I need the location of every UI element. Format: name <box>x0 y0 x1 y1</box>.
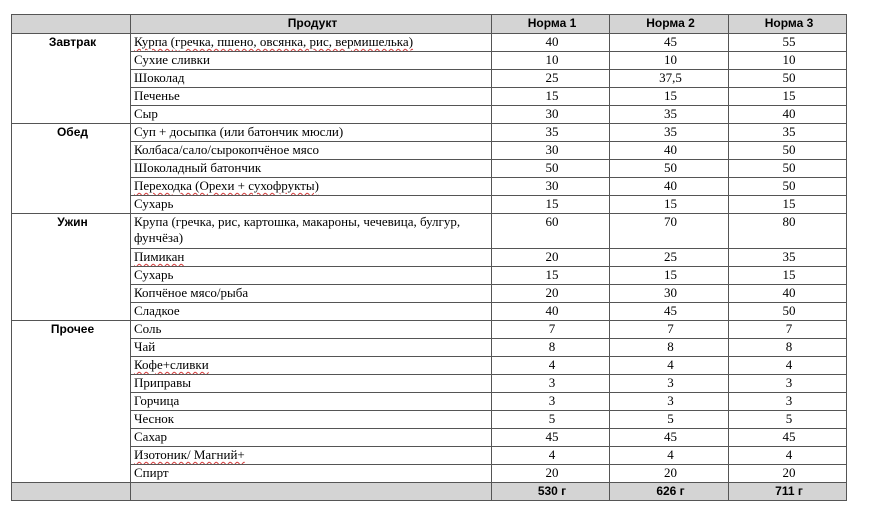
table-row <box>12 429 847 447</box>
norm-1-cell: 20 <box>492 249 610 267</box>
norm-3-cell: 5 <box>729 411 847 429</box>
product-cell: Суп + досыпка (или батончик мюсли) <box>131 124 492 142</box>
norm-1-cell: 30 <box>492 106 610 124</box>
product-cell: Соль <box>131 321 492 339</box>
totals-empty-product <box>131 483 492 501</box>
norm-2-cell: 15 <box>610 196 729 214</box>
product-cell: Приправы <box>131 375 492 393</box>
header-product: Продукт <box>131 15 492 34</box>
norm-3-cell: 15 <box>729 88 847 106</box>
norm-3-cell: 50 <box>729 303 847 321</box>
norm-2-cell: 20 <box>610 465 729 483</box>
product-cell: Шоколад <box>131 70 492 88</box>
norm-2-cell: 45 <box>610 429 729 447</box>
norm-2-cell: 30 <box>610 285 729 303</box>
header-meal <box>12 15 131 34</box>
norm-2-cell: 35 <box>610 124 729 142</box>
norm-2-cell: 15 <box>610 267 729 285</box>
product-cell: Крупа (гречка, рис, картошка, макароны, чечевица, булгур, фунчёза) <box>131 214 492 249</box>
norm-3-cell: 50 <box>729 178 847 196</box>
norm-1-cell: 3 <box>492 393 610 411</box>
total-norm-2: 626 г <box>610 483 729 501</box>
norm-1-cell: 8 <box>492 339 610 357</box>
product-cell: Сухарь <box>131 267 492 285</box>
table-row <box>12 70 847 88</box>
norm-1-cell: 3 <box>492 375 610 393</box>
table-row <box>12 339 847 357</box>
norm-2-cell: 40 <box>610 142 729 160</box>
product-cell: Шоколадный батончик <box>131 160 492 178</box>
product-cell: Печенье <box>131 88 492 106</box>
norm-3-cell: 35 <box>729 249 847 267</box>
norm-3-cell: 50 <box>729 70 847 88</box>
product-cell: Пимикан <box>131 249 492 267</box>
norm-2-cell: 3 <box>610 375 729 393</box>
table-row <box>12 196 847 214</box>
norm-2-cell: 50 <box>610 160 729 178</box>
table-row <box>12 106 847 124</box>
meal-other: Прочее <box>12 321 131 483</box>
table-row <box>12 142 847 160</box>
document-page <box>11 14 847 501</box>
norm-3-cell: 45 <box>729 429 847 447</box>
norm-3-cell: 4 <box>729 447 847 465</box>
table-row <box>12 375 847 393</box>
norm-2-cell: 45 <box>610 303 729 321</box>
table-row <box>12 160 847 178</box>
table-row <box>12 447 847 465</box>
norm-2-cell: 15 <box>610 88 729 106</box>
norm-2-cell: 5 <box>610 411 729 429</box>
norm-1-cell: 20 <box>492 465 610 483</box>
product-cell: Сахар <box>131 429 492 447</box>
product-cell: Колбаса/сало/сырокопчёное мясо <box>131 142 492 160</box>
norm-2-cell: 25 <box>610 249 729 267</box>
norm-3-cell: 15 <box>729 196 847 214</box>
norm-3-cell: 4 <box>729 357 847 375</box>
norm-1-cell: 30 <box>492 178 610 196</box>
product-cell: Сладкое <box>131 303 492 321</box>
norm-2-cell: 4 <box>610 447 729 465</box>
meal-lunch: Обед <box>12 124 131 214</box>
product-cell: Спирт <box>131 465 492 483</box>
product-cell: Копчёное мясо/рыба <box>131 285 492 303</box>
product-cell: Сыр <box>131 106 492 124</box>
header-row <box>12 15 847 34</box>
norm-1-cell: 7 <box>492 321 610 339</box>
norm-1-cell: 15 <box>492 267 610 285</box>
norm-3-cell: 40 <box>729 106 847 124</box>
norm-2-cell: 70 <box>610 214 729 249</box>
product-cell: Курпа (гречка, пшено, овсянка, рис, вермишелька) <box>131 34 492 52</box>
table-row <box>12 465 847 483</box>
product-cell: Чай <box>131 339 492 357</box>
norm-3-cell: 7 <box>729 321 847 339</box>
norm-2-cell: 7 <box>610 321 729 339</box>
norm-3-cell: 50 <box>729 160 847 178</box>
norm-2-cell: 45 <box>610 34 729 52</box>
norm-1-cell: 35 <box>492 124 610 142</box>
product-cell: Кофе+сливки <box>131 357 492 375</box>
norm-2-cell: 4 <box>610 357 729 375</box>
norm-1-cell: 40 <box>492 34 610 52</box>
norm-1-cell: 50 <box>492 160 610 178</box>
norm-1-cell: 40 <box>492 303 610 321</box>
norm-1-cell: 10 <box>492 52 610 70</box>
table-row <box>12 357 847 375</box>
meal-breakfast: Завтрак <box>12 34 131 124</box>
norm-3-cell: 3 <box>729 375 847 393</box>
table-row <box>12 214 847 249</box>
norm-1-cell: 5 <box>492 411 610 429</box>
product-cell: Сухие сливки <box>131 52 492 70</box>
table-row <box>12 411 847 429</box>
table-row <box>12 267 847 285</box>
norm-2-cell: 3 <box>610 393 729 411</box>
meal-dinner: Ужин <box>12 214 131 321</box>
norm-3-cell: 50 <box>729 142 847 160</box>
header-norm-2: Норма 2 <box>610 15 729 34</box>
table-row <box>12 321 847 339</box>
norm-1-cell: 20 <box>492 285 610 303</box>
totals-empty-meal <box>12 483 131 501</box>
table-row <box>12 249 847 267</box>
norm-3-cell: 15 <box>729 267 847 285</box>
product-cell: Изотоник/ Магний+ <box>131 447 492 465</box>
table-row <box>12 393 847 411</box>
table-row <box>12 178 847 196</box>
norm-2-cell: 40 <box>610 178 729 196</box>
totals-row <box>12 483 847 501</box>
product-cell: Чеснок <box>131 411 492 429</box>
norm-3-cell: 3 <box>729 393 847 411</box>
norm-1-cell: 60 <box>492 214 610 249</box>
norm-3-cell: 8 <box>729 339 847 357</box>
norm-1-cell: 45 <box>492 429 610 447</box>
norm-1-cell: 25 <box>492 70 610 88</box>
header-norm-3: Норма 3 <box>729 15 847 34</box>
norm-2-cell: 37,5 <box>610 70 729 88</box>
table-row <box>12 285 847 303</box>
norm-3-cell: 20 <box>729 465 847 483</box>
product-cell: Переходка (Орехи + сухофрукты) <box>131 178 492 196</box>
norm-3-cell: 40 <box>729 285 847 303</box>
norm-1-cell: 30 <box>492 142 610 160</box>
norm-1-cell: 4 <box>492 447 610 465</box>
table-row <box>12 88 847 106</box>
header-norm-1: Норма 1 <box>492 15 610 34</box>
norm-3-cell: 10 <box>729 52 847 70</box>
table-row <box>12 303 847 321</box>
table-row <box>12 124 847 142</box>
norm-1-cell: 15 <box>492 196 610 214</box>
total-norm-1: 530 г <box>492 483 610 501</box>
norm-3-cell: 35 <box>729 124 847 142</box>
food-norms-table <box>11 14 847 501</box>
product-cell: Горчица <box>131 393 492 411</box>
norm-2-cell: 35 <box>610 106 729 124</box>
norm-1-cell: 4 <box>492 357 610 375</box>
table-row <box>12 34 847 52</box>
total-norm-3: 711 г <box>729 483 847 501</box>
product-cell: Сухарь <box>131 196 492 214</box>
norm-3-cell: 55 <box>729 34 847 52</box>
norm-1-cell: 15 <box>492 88 610 106</box>
norm-3-cell: 80 <box>729 214 847 249</box>
norm-2-cell: 8 <box>610 339 729 357</box>
norm-2-cell: 10 <box>610 52 729 70</box>
table-row <box>12 52 847 70</box>
